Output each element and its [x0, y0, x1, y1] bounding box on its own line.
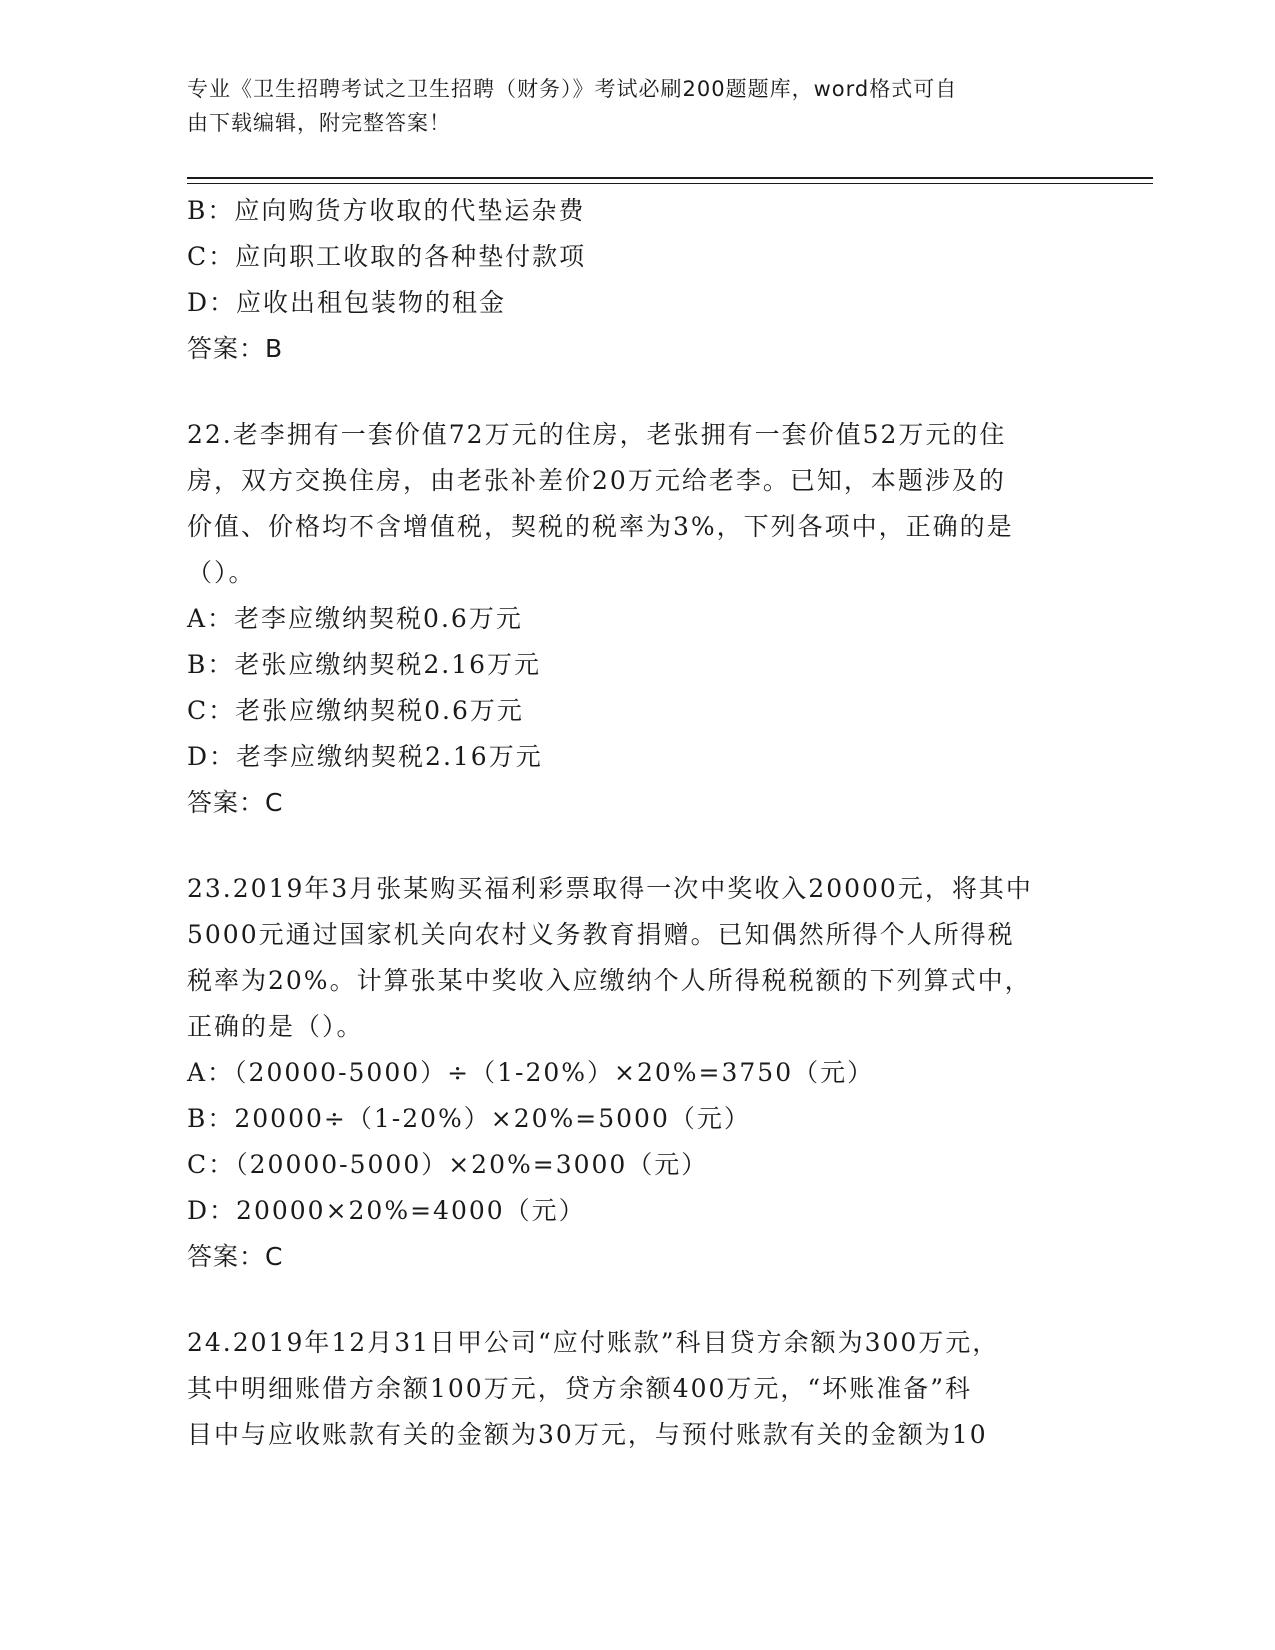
- option-a: A：老李应缴纳契税0.6万元: [187, 604, 523, 633]
- answer-line: 答案：C: [187, 788, 284, 817]
- question-stem-line: 正确的是（）。: [187, 1012, 364, 1041]
- document-header: [187, 72, 1067, 140]
- header-divider-thin: [187, 183, 1153, 184]
- question-stem-line: 5000元通过国家机关向农村义务教育捐赠。已知偶然所得个人所得税: [187, 920, 1015, 949]
- spacer: [187, 826, 1087, 866]
- question-stem-line: 23.2019年3月张某购买福利彩票取得一次中奖收入20000元，将其中: [187, 874, 1033, 903]
- document-body: [187, 188, 1087, 1458]
- question-previous: [187, 188, 1087, 372]
- question-stem-line: 价值、价格均不含增值税，契税的税率为3%，下列各项中，正确的是: [187, 512, 1014, 541]
- spacer: [187, 372, 1087, 412]
- question-stem-line: 房，双方交换住房，由老张补差价20万元给老李。已知，本题涉及的: [187, 466, 1006, 495]
- option-d: D：老李应缴纳契税2.16万元: [187, 742, 543, 771]
- header-line: 由下载编辑，附完整答案！: [187, 111, 451, 135]
- question-stem-line: 22.老李拥有一套价值72万元的住房，老张拥有一套价值52万元的住: [187, 420, 1007, 449]
- option-b: B：老张应缴纳契税2.16万元: [187, 650, 542, 679]
- option-c: C：应向职工收取的各种垫付款项: [187, 242, 587, 271]
- header-divider-thick: [187, 177, 1153, 179]
- question-24: [187, 1320, 1087, 1458]
- question-stem-line: 24.2019年12月31日甲公司“应付账款”科目贷方余额为300万元，: [187, 1328, 1000, 1357]
- option-d: D：应收出租包装物的租金: [187, 288, 507, 317]
- option-a: A：（20000-5000）÷（1-20%）×20%=3750（元）: [187, 1058, 875, 1087]
- question-23: [187, 866, 1087, 1280]
- question-stem-line: （）。: [187, 558, 256, 587]
- question-stem-line: 其中明细账借方余额100万元，贷方余额400万元，“坏账准备”科: [187, 1374, 972, 1403]
- spacer: [187, 1280, 1087, 1320]
- question-22: [187, 412, 1087, 826]
- question-stem-line: 税率为20%。计算张某中奖收入应缴纳个人所得税税额的下列算式中，: [187, 966, 1032, 995]
- option-b: B：应向购货方收取的代垫运杂费: [187, 196, 586, 225]
- answer-line: 答案：C: [187, 1242, 284, 1271]
- option-b: B：20000÷（1-20%）×20%=5000（元）: [187, 1104, 751, 1133]
- option-c: C：老张应缴纳契税0.6万元: [187, 696, 524, 725]
- answer-line: 答案：B: [187, 334, 284, 363]
- header-line: 专业《卫生招聘考试之卫生招聘（财务）》考试必刷200题题库，word格式可自: [187, 77, 958, 101]
- option-c: C：（20000-5000）×20%=3000（元）: [187, 1150, 709, 1179]
- option-d: D：20000×20%=4000（元）: [187, 1196, 586, 1225]
- question-stem-line: 目中与应收账款有关的金额为30万元，与预付账款有关的金额为10: [187, 1420, 988, 1449]
